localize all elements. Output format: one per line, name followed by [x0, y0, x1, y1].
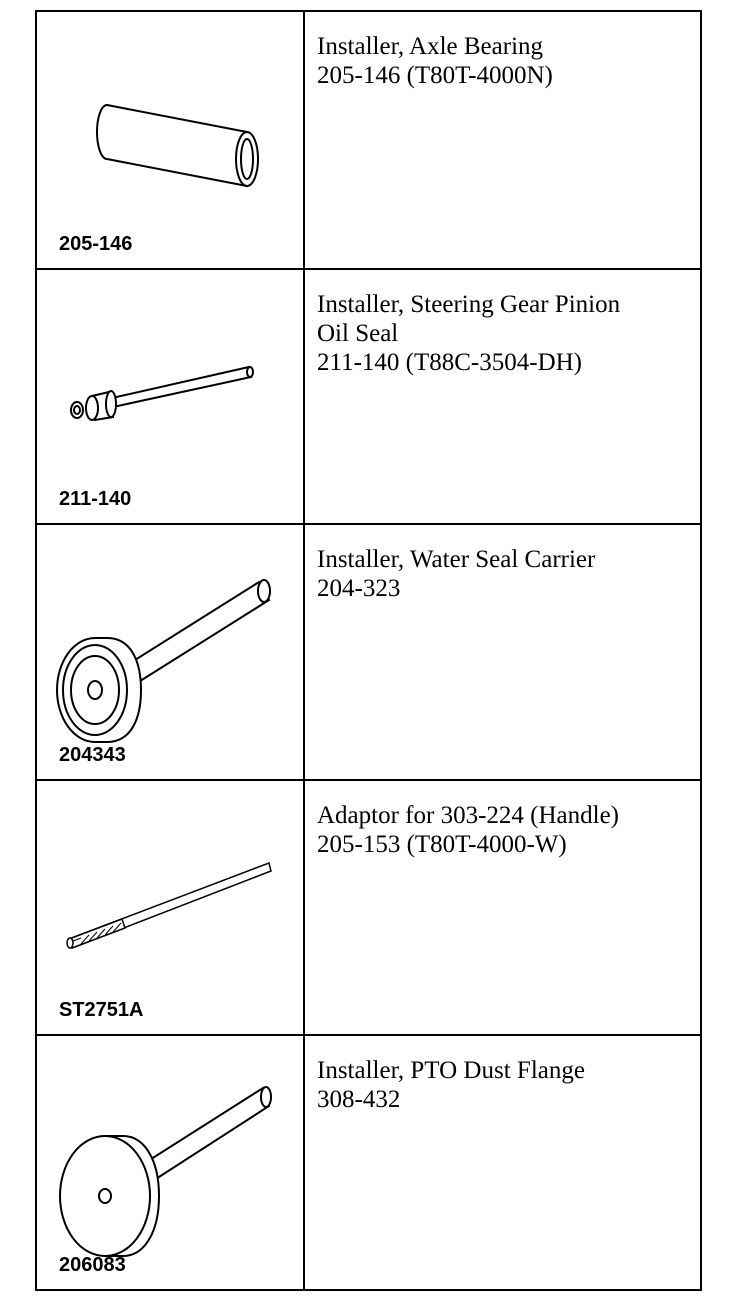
tool-description — [305, 1036, 700, 1289]
description-line: 205-146 (T80T-4000N) — [317, 62, 553, 89]
tool-row — [37, 270, 700, 525]
tool-illustration-cell — [37, 270, 305, 523]
tool-row — [37, 525, 700, 781]
tool-code: 206083 — [59, 1254, 126, 1276]
description-line: Installer, Water Seal Carrier — [317, 546, 596, 573]
sleeve-installer-icon — [37, 12, 303, 268]
tool-illustration-cell — [37, 12, 305, 268]
pinion-seal-installer-icon — [37, 270, 303, 523]
tool-illustration-cell — [37, 781, 305, 1034]
tool-code: 211-140 — [59, 488, 132, 510]
tool-description — [305, 270, 700, 523]
tool-row — [37, 12, 700, 270]
description-line: Adaptor for 303-224 (Handle) — [317, 802, 619, 829]
description-line: Installer, PTO Dust Flange — [317, 1057, 585, 1084]
tool-description — [305, 525, 700, 779]
description-line: Installer, Axle Bearing — [317, 33, 544, 60]
tool-code: 204343 — [59, 744, 126, 766]
tool-illustration-cell — [37, 525, 305, 779]
description-line: 308-432 — [317, 1086, 401, 1113]
tool-row — [37, 1036, 700, 1289]
description-line: Installer, Steering Gear Pinion — [317, 291, 621, 318]
tool-illustration-cell — [37, 1036, 305, 1289]
description-line: 211-140 (T88C-3504-DH) — [317, 349, 583, 376]
description-line: Oil Seal — [317, 320, 399, 347]
dust-flange-installer-icon — [37, 1036, 303, 1287]
description-line: 204-323 — [317, 575, 401, 602]
special-tools-table — [35, 10, 702, 1291]
tool-code: 205-146 — [59, 233, 133, 255]
tool-description — [305, 781, 700, 1034]
tool-code: ST2751A — [59, 999, 144, 1021]
handle-adaptor-icon — [37, 781, 303, 1034]
tool-description — [305, 12, 700, 268]
description-line: 205-153 (T80T-4000-W) — [317, 831, 567, 858]
tool-row — [37, 781, 700, 1036]
seal-carrier-installer-icon — [37, 525, 303, 779]
